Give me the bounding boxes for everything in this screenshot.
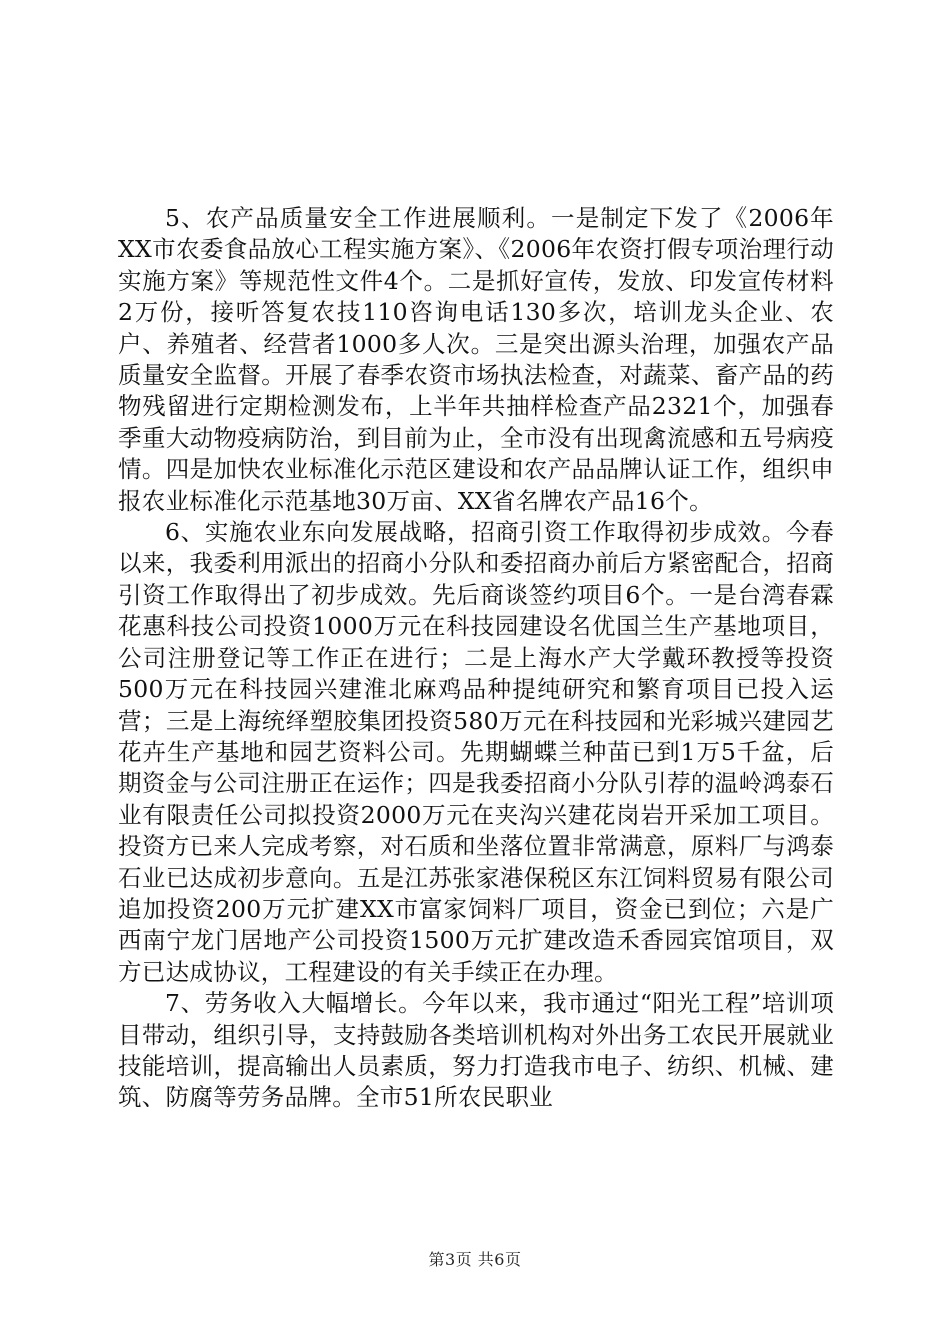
page-footer: 第3页 共6页 — [428, 1250, 522, 1269]
paragraph-7: 7、劳务收入大幅增长。今年以来，我市通过“阳光工程”培训项目带动，组织引导，支持鼓励各类培训机构对外出务工农民开展就业技能培训，提高输出人员素质，努力打造我市电子、纺织、机械、建筑、防腐等劳务品牌。全市51所农民职业 — [118, 989, 834, 1112]
paragraph-5: 5、农产品质量安全工作进展顺利。一是制定下发了《2006年XX市农委食品放心工程实施方案》、《2006年农资打假专项治理行动实施方案》等规范性文件4个。二是抓好宣传，发放、印发宣传材料2万份，接听答复农技110咨询电话130多次，培训龙头企业、农户、养殖者、经营者1000多人次。三是突出源头治理，加强农产品质量安全监督。开展了春季农资市场执法检查，对蔬菜、畜产品的药物残留进行定期检测发布，上半年共抽样检查产品2321个，加强春季重大动物疫病防治，到目前为止，全市没有出现禽流感和五号病疫情。四是加快农业标准化示范区建设和农产品品牌认证工作，组织申报农业标准化示范基地30万亩、XX省名牌农产品16个。 — [118, 204, 834, 515]
paragraph-6: 6、实施农业东向发展战略，招商引资工作取得初步成效。今春以来，我委利用派出的招商小分队和委招商办前后方紧密配合，招商引资工作取得出了初步成效。先后商谈签约项目6个。一是台湾春霖花惠科技公司投资1000万元在科技园建设名优国兰生产基地项目，公司注册登记等工作正在进行；二是上海水产大学戴环教授等投资500万元在科技园兴建淮北麻鸡品种提纯研究和繁育项目已投入运营；三是上海统绎塑胶集团投资580万元在科技园和光彩城兴建园艺花卉生产基地和园艺资料公司。先期蝴蝶兰种苗已到1万5千盆，后期资金与公司注册正在运作；四是我委招商小分队引荐的温岭鸿泰石业有限责任公司拟投资2000万元在夹沟兴建花岗岩开采加工项目。投资方已来人完成考察，对石质和坐落位置非常满意，原料厂与鸿泰石业已达成初步意向。五是江苏张家港保税区东江饲料贸易有限公司追加投资200万元扩建XX市富家饲料厂项目，资金已到位；六是广西南宁龙门居地产公司投资1500万元扩建改造禾香园宾馆项目，双方已达成协议，工程建设的有关手续正在办理。 — [118, 518, 834, 986]
document-body — [118, 203, 834, 1114]
